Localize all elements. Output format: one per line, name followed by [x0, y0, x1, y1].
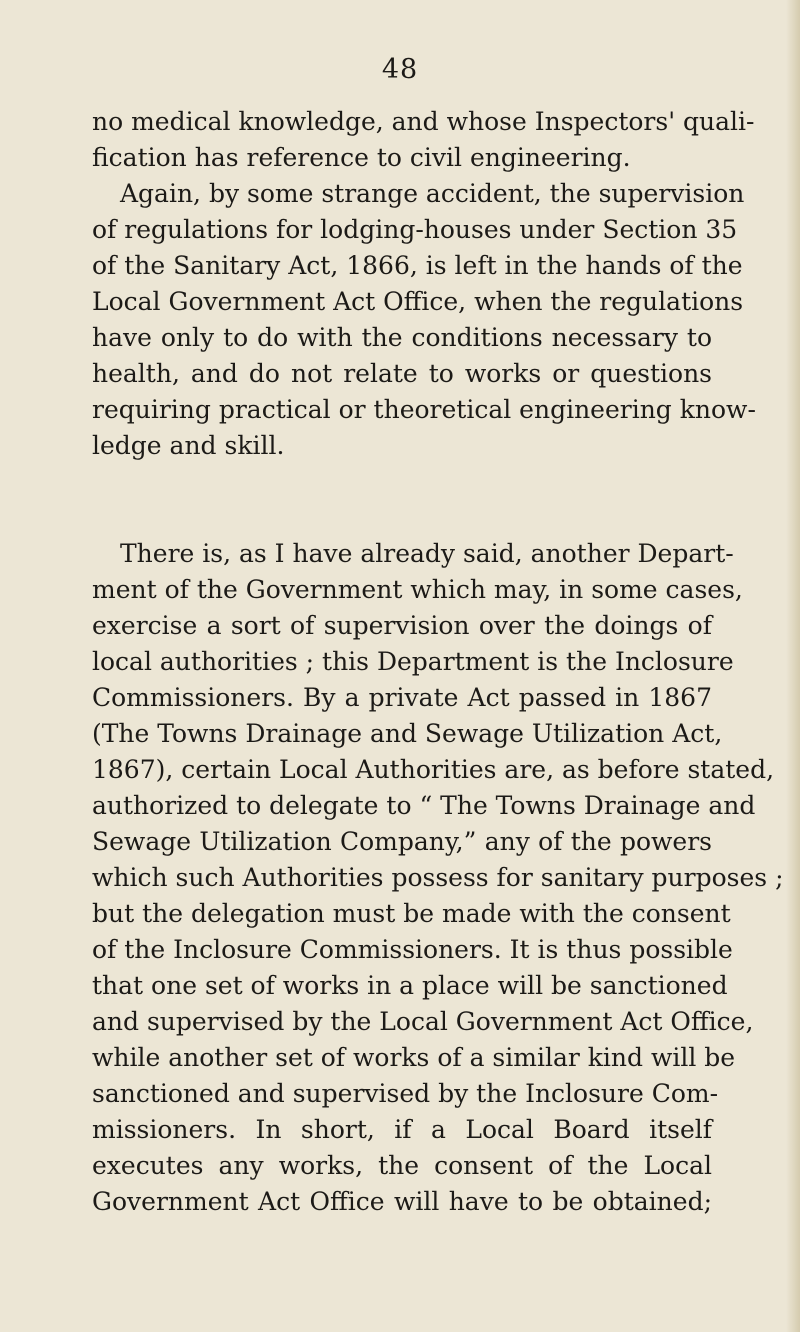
text-line: no medical knowledge, and whose Inspectors' quali- [92, 107, 755, 136]
text-line: Local Government Act Office, when the regulations [92, 287, 744, 316]
text-line: of regulations for lodging-houses under Section 35 [92, 215, 738, 244]
page-edge-shadow [786, 0, 800, 1332]
text-line: executes any works, the consent of the Local [92, 1151, 712, 1180]
text-line: but the delegation must be made with the consent [92, 899, 731, 928]
paragraph-1 [92, 104, 756, 464]
text-line: health, and do not relate to works or questions [92, 359, 712, 388]
text-line: local authorities ; this Department is the Inclosure [92, 647, 734, 676]
text-line: sanctioned and supervised by the Inclosure Com- [92, 1079, 719, 1108]
text-line: which such Authorities possess for sanitary purposes ; [92, 863, 784, 892]
text-line: and supervised by the Local Government Act Office, [92, 1007, 754, 1036]
page-number: 48 [381, 54, 419, 85]
text-line: ment of the Government which may, in some cases, [92, 575, 743, 604]
text-line: (The Towns Drainage and Sewage Utilization Act, [92, 719, 723, 748]
text-line: of the Sanitary Act, 1866, is left in the hands of the [92, 251, 743, 280]
text-line: that one set of works in a place will be sanctioned [92, 971, 728, 1000]
text-line: fication has reference to civil engineering. [92, 143, 631, 172]
text-line: Commissioners. By a private Act passed in 1867 [92, 683, 712, 712]
text-line: requiring practical or theoretical engineering know- [92, 395, 756, 424]
text-line: ledge and skill. [92, 431, 285, 460]
text-line: while another set of works of a similar kind will be [92, 1043, 736, 1072]
text-line: exercise a sort of supervision over the doings of [92, 611, 712, 640]
text-line: of the Inclosure Commissioners. It is thus possible [92, 935, 733, 964]
text-line: missioners. In short, if a Local Board itself [92, 1115, 712, 1144]
text-line: 1867), certain Local Authorities are, as before stated, [92, 755, 775, 784]
text-line: authorized to delegate to “ The Towns Drainage and [92, 791, 756, 820]
text-line: have only to do with the conditions necessary to [92, 323, 712, 352]
text-line: Government Act Office will have to be obtained; [92, 1187, 712, 1216]
text-line: There is, as I have already said, another Depart- [120, 539, 734, 568]
text-line: Again, by some strange accident, the supervision [120, 179, 745, 208]
text-line: Sewage Utilization Company,” any of the powers [92, 827, 712, 856]
paragraph-2 [92, 536, 784, 1220]
